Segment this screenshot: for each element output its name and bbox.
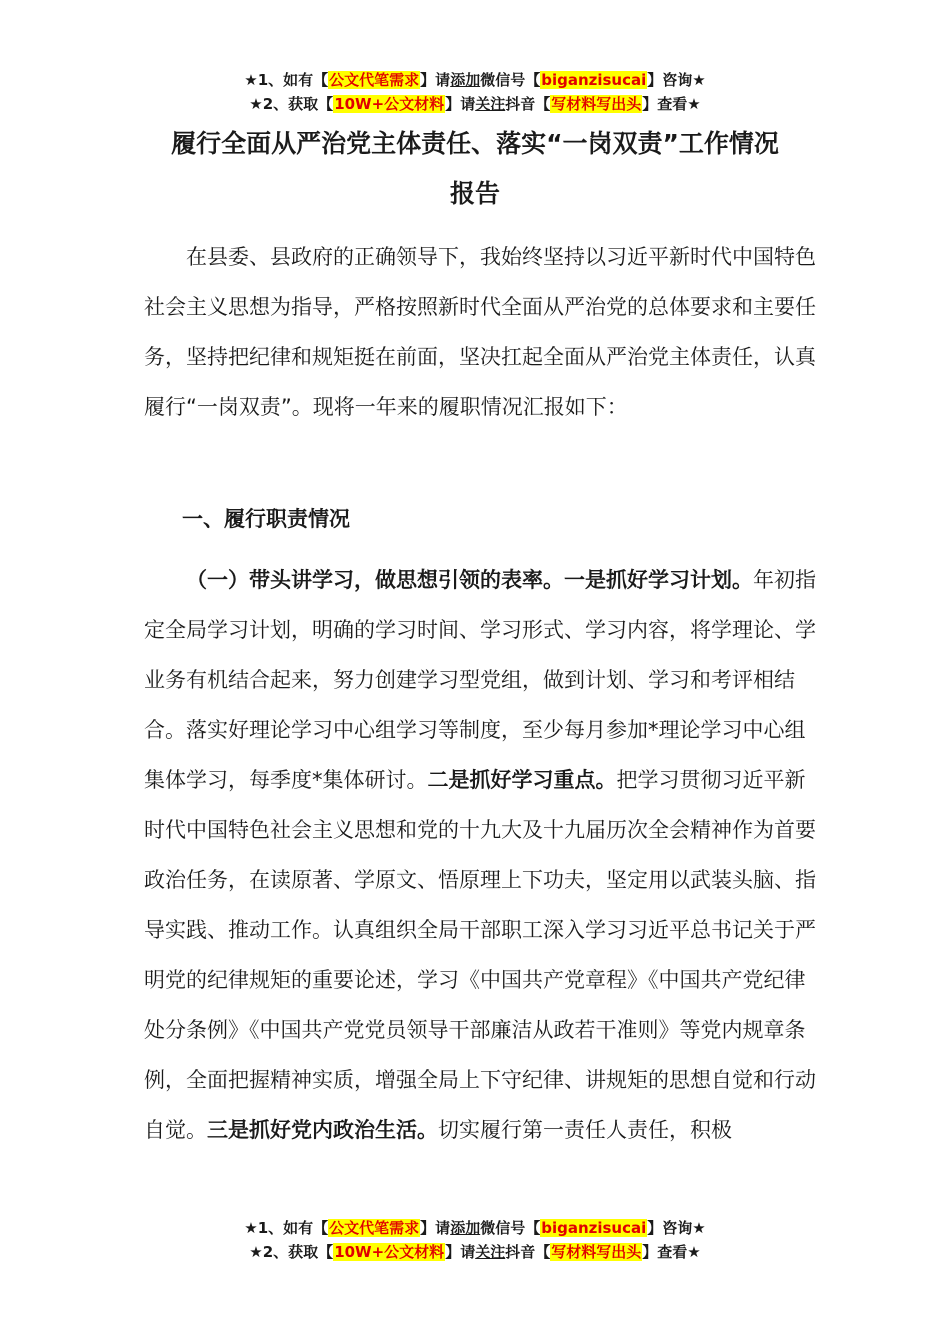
- subheading-bold: （一）带头讲学习，做思想引领的表率。一是抓好学习计划。: [186, 568, 753, 592]
- banner-text: 】请: [420, 71, 451, 89]
- banner-highlight: 公文代笔需求: [329, 1219, 420, 1237]
- banner-line-2: [0, 1240, 950, 1264]
- banner-text: 抖音【: [505, 95, 551, 113]
- banner-highlight: 写材料写出头: [551, 95, 642, 113]
- banner-highlight: 10W+公文材料: [334, 1243, 445, 1261]
- document-title-line-1: 履行全面从严治党主体责任、落实“一岗双责”工作情况: [171, 129, 779, 158]
- paragraph-text: 把学习贯彻习近平新时代中国特色社会主义思想和党的十九大及十九届历次全会精神作为首要政治任务，在读原著、学原文、悟原理上下功夫，坚定用以武装头脑、指导实践、推动工作。认真组织全局干部职工深入学习习近平总书记关于严明党的纪律规矩的重要论述，学习《中国共产党章程》《中国共产党纪律处分条例》《中国共产党党员领导干部廉洁从政若干准则》等党内规章条例，全面把握精神实质，增强全局上下守纪律、讲规矩的思想自觉和行动自觉。: [144, 768, 816, 1142]
- body-paragraph: [144, 555, 824, 1155]
- header-banner: [0, 68, 950, 116]
- banner-text: 】请: [445, 95, 476, 113]
- section-heading: 一、履行职责情况: [182, 507, 350, 531]
- banner-underline: 关注: [475, 1243, 506, 1261]
- banner-text: ★2、获取【: [249, 1243, 334, 1261]
- footer-banner: [0, 1216, 950, 1264]
- banner-text: 】咨询★: [647, 71, 706, 89]
- banner-text: 】请: [445, 1243, 476, 1261]
- banner-highlight: biganzisucai: [541, 71, 647, 89]
- banner-highlight: biganzisucai: [541, 1219, 647, 1237]
- banner-highlight: 公文代笔需求: [329, 71, 420, 89]
- banner-text: ★1、如有【: [244, 71, 329, 89]
- point-bold: 三是抓好党内政治生活。: [207, 1118, 438, 1142]
- banner-line-2: [0, 92, 950, 116]
- banner-underline: 添加: [450, 71, 481, 89]
- banner-text: 】咨询★: [647, 1219, 706, 1237]
- banner-text: 微信号【: [480, 1219, 541, 1237]
- banner-text: 抖音【: [505, 1243, 551, 1261]
- banner-text: 】查看★: [642, 95, 701, 113]
- banner-line-1: [0, 68, 950, 92]
- banner-text: 微信号【: [480, 71, 541, 89]
- banner-text: ★2、获取【: [249, 95, 334, 113]
- paragraph-text: 年初指定全局学习计划，明确的学习时间、学习形式、学习内容，将学理论、学业务有机结合起来，努力创建学习型党组，做到计划、学习和考评相结合。落实好理论学习中心组学习等制度，至少每月参加*理论学习中心组集体学习，每季度*集体研讨。: [144, 568, 816, 792]
- paragraph-text: 切实履行第一责任人责任，积极: [438, 1118, 732, 1142]
- banner-underline: 添加: [450, 1219, 481, 1237]
- banner-text: ★1、如有【: [244, 1219, 329, 1237]
- intro-paragraph: 在县委、县政府的正确领导下，我始终坚持以习近平新时代中国特色社会主义思想为指导，严格按照新时代全面从严治党的总体要求和主要任务，坚持把纪律和规矩挺在前面，坚决扛起全面从严治党主体责任，认真履行“一岗双责”。现将一年来的履职情况汇报如下：: [144, 245, 816, 419]
- banner-highlight: 写材料写出头: [551, 1243, 642, 1261]
- banner-underline: 关注: [475, 95, 506, 113]
- banner-highlight: 10W+公文材料: [334, 95, 445, 113]
- banner-line-1: [0, 1216, 950, 1240]
- banner-text: 】请: [420, 1219, 451, 1237]
- banner-text: 】查看★: [642, 1243, 701, 1261]
- point-bold: 二是抓好学习重点。: [427, 768, 617, 792]
- document-title-line-2: 报告: [449, 179, 500, 208]
